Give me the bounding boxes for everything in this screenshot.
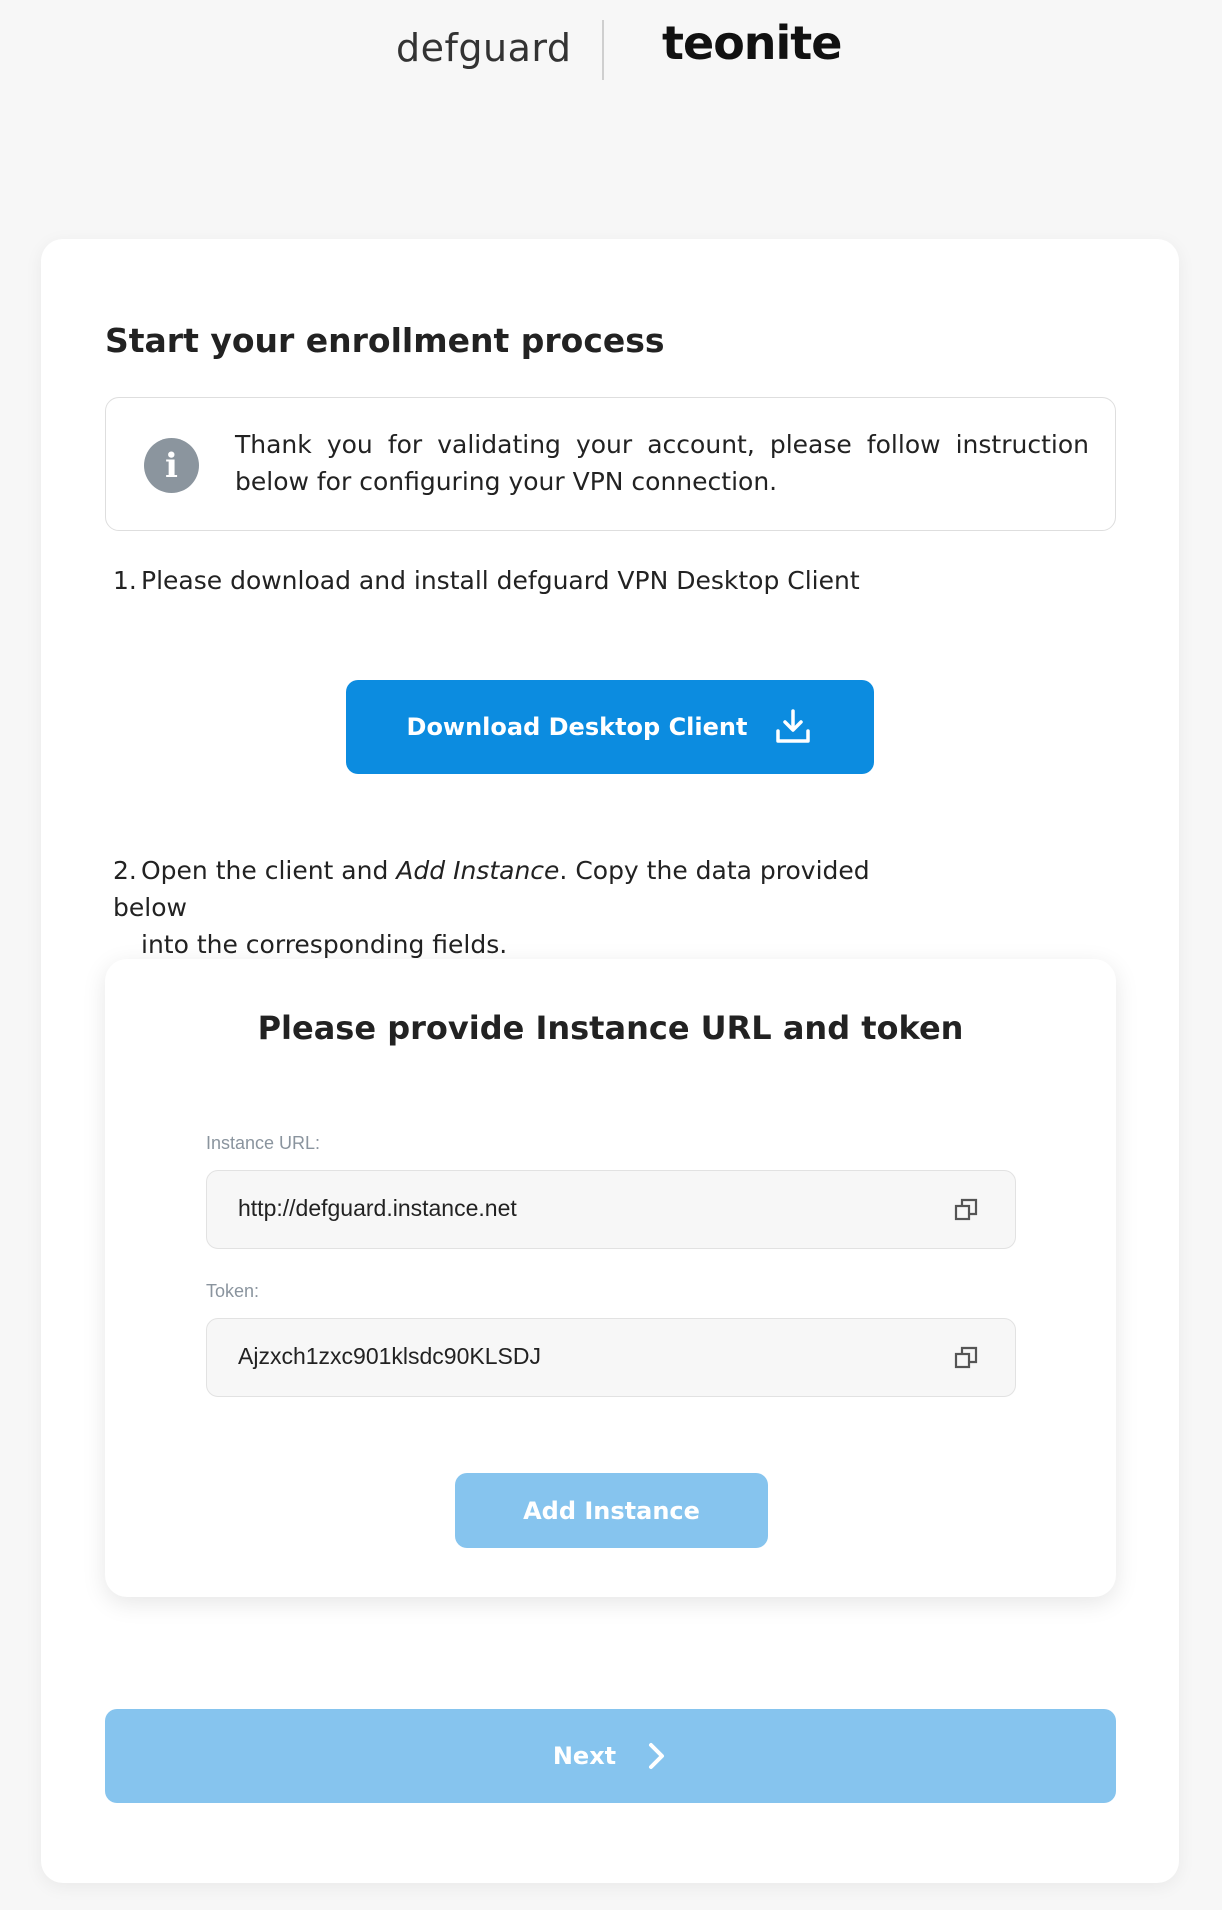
copy-icon[interactable] xyxy=(953,1345,979,1371)
copy-icon[interactable] xyxy=(953,1197,979,1223)
teonite-logo: teonite xyxy=(662,16,842,70)
step-2-text-start: Open the client and xyxy=(141,856,397,885)
step-2-text-end: . Copy the data provided below xyxy=(113,856,870,922)
step-2-text-line2: into the corresponding fields. xyxy=(141,930,508,959)
page-header xyxy=(0,0,1222,90)
token-field[interactable] xyxy=(206,1318,1016,1397)
instance-card-title: Please provide Instance URL and token xyxy=(257,1009,964,1047)
chevron-right-icon xyxy=(646,1741,668,1771)
info-message-box xyxy=(105,397,1116,531)
next-button[interactable] xyxy=(105,1709,1116,1803)
instance-card xyxy=(105,959,1116,1597)
info-message-text: Thank you for validating your account, please follow instruction below for configuring your VPN connection. xyxy=(235,430,1089,496)
step-2-text-italic: Add Instance xyxy=(396,856,560,885)
download-icon xyxy=(773,707,813,747)
download-desktop-client-button[interactable] xyxy=(346,680,874,774)
enrollment-card xyxy=(41,239,1179,1883)
download-button-label: Download Desktop Client xyxy=(406,713,748,741)
info-icon: i xyxy=(144,438,199,493)
step-1-number: 1. xyxy=(113,566,137,595)
token-value[interactable]: Ajzxch1zxc901klsdc90KLSDJ xyxy=(238,1343,541,1369)
token-label: Token: xyxy=(206,1281,260,1301)
step-1-instruction xyxy=(113,562,860,599)
defguard-logo: defguard xyxy=(396,26,572,70)
logo-divider xyxy=(602,20,604,80)
next-button-label: Next xyxy=(552,1742,617,1770)
page-title: Start your enrollment process xyxy=(105,321,665,360)
step-1-text: Please download and install defguard VPN Desktop Client xyxy=(141,566,860,595)
instance-url-value[interactable]: http://defguard.instance.net xyxy=(238,1195,517,1221)
instance-url-field[interactable] xyxy=(206,1170,1016,1249)
step-2-instruction xyxy=(113,852,933,963)
instance-url-label: Instance URL: xyxy=(206,1133,321,1153)
add-instance-button[interactable]: Add Instance xyxy=(455,1473,768,1548)
step-2-number: 2. xyxy=(113,856,137,885)
